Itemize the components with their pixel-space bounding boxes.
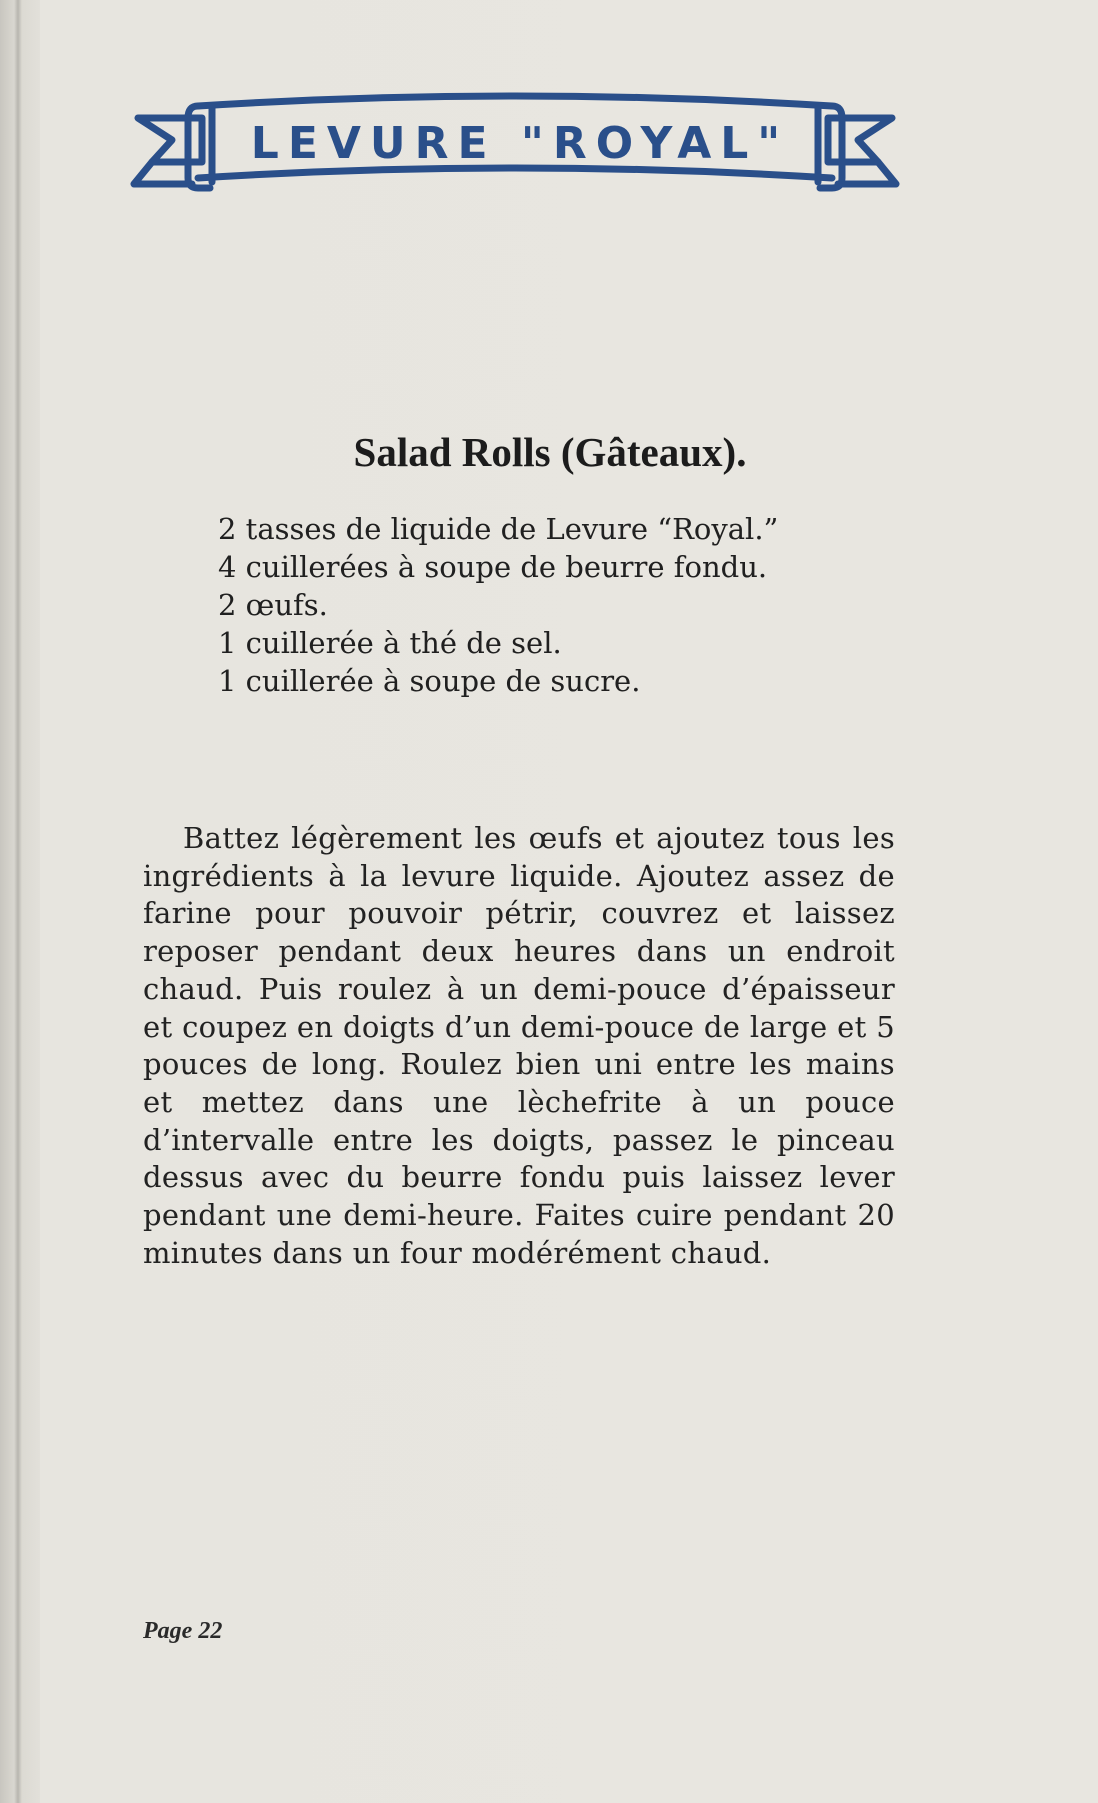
header-banner (130, 92, 900, 204)
ingredient-item: 1 cuillerée à soupe de sucre. (218, 664, 641, 698)
banner-title: LEVURE "ROYAL" (250, 117, 790, 169)
ingredient-item: 1 cuillerée à thé de sel. (218, 626, 562, 660)
ingredient-list (218, 510, 838, 700)
ingredient-item: 2 tasses de liquide de Levure “Royal.” (218, 512, 779, 546)
ingredient-item: 2 œufs. (218, 588, 328, 622)
recipe-title: Salad Rolls (Gâteaux). (353, 429, 747, 475)
page-number: Page 22 (143, 1618, 223, 1644)
book-spine (0, 0, 40, 1803)
ingredient-item: 4 cuillerées à soupe de beurre fondu. (218, 550, 768, 584)
recipe-instructions: Battez légèrement les œufs et ajoutez tous les ingrédients à la levure liquide. Ajoutez assez de farine pour pouvoir pétrir, couvrez et laissez reposer pendant deux heures dans un endroit chaud. Puis roulez à un demi-pouce d’épaisseur et coupez en doigts d’un demi-pouce de large et 5 pouces de long. Roulez bien uni entre les mains et mettez dans une lèchefrite à un pouce d’intervalle entre les doigts, passez le pinceau dessus avec du beurre fondu puis laissez lever pendant une demi-heure. Faites cuire pendant 20 minutes dans un four modérément chaud. (143, 821, 895, 1270)
